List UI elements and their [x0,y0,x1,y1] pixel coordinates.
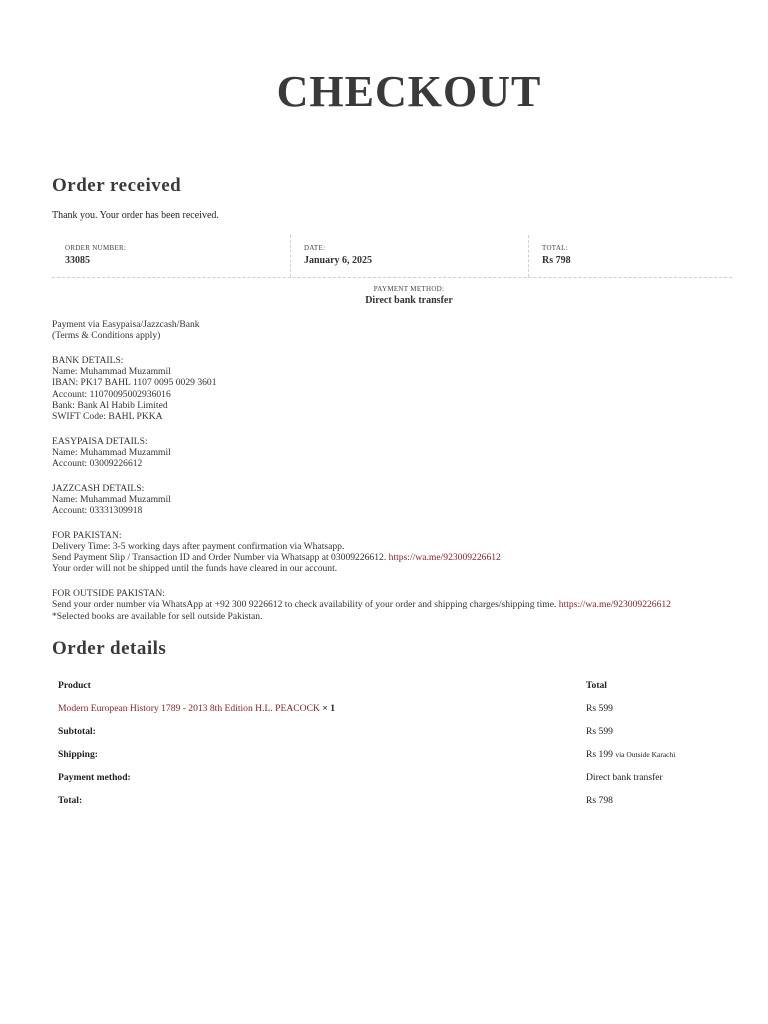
pakistan-delivery: Delivery Time: 3-5 working days after payment confirmation via Whatsapp. [52,541,345,553]
payment-method-row-value: Direct bank transfer [586,772,663,783]
page-title: CHECKOUT [276,67,542,116]
outside-send-line [52,599,752,610]
order-overview [52,235,732,278]
col-total-header: Total [586,680,607,691]
intro-line: Payment via Easypaisa/Jazzcash/Bank [52,319,200,330]
easypaisa-heading: EASYPAISA DETAILS: [52,435,148,447]
table-row [52,766,732,789]
shipping-cell [580,743,732,766]
payment-instructions [52,319,752,635]
jazzcash-heading: JAZZCASH DETAILS: [52,482,145,494]
product-cell [52,697,580,720]
order-received-heading: Order received [52,175,182,196]
order-details-table [52,674,732,812]
order-total-value: Rs 798 [542,255,571,266]
order-number-label: ORDER NUMBER: [65,244,127,252]
bank-bank: Bank: Bank Al Habib Limited [52,399,168,411]
outside-send-text: Send your order number via WhatsApp at +92 300 9226612 to check availability of your order and shipping charges/shipping time. [52,599,557,611]
order-number-block [52,235,290,277]
jazzcash-account: Account: 03331309918 [52,505,143,517]
shipping-label: Shipping: [58,749,99,760]
easypaisa-name: Name: Muhammad Muzammil [52,446,171,458]
bank-name: Name: Muhammad Muzammil [52,366,171,378]
pakistan-heading: FOR PAKISTAN: [52,529,122,541]
order-date-value: January 6, 2025 [304,255,373,266]
pakistan-whatsapp-link[interactable]: https://wa.me/923009226612 [388,552,501,564]
payment-method-row-label: Payment method: [58,772,131,783]
pakistan-note: Your order will not be shipped until the funds have cleared in our account. [52,563,338,575]
subtotal-value: Rs 599 [586,726,613,737]
jazzcash-details [52,483,752,517]
product-quantity: × 1 [322,703,336,714]
shipping-value: Rs 199 [586,749,613,760]
payment-method-block [52,285,766,306]
payment-method-value: Direct bank transfer [365,295,453,306]
easypaisa-account: Account: 03009226612 [52,458,143,470]
order-total-block [528,235,732,277]
table-row [52,743,732,766]
bank-heading: BANK DETAILS: [52,354,124,366]
bank-iban: IBAN: PK17 BAHL 1107 0095 0029 3601 [52,377,217,389]
payment-method-label: PAYMENT METHOD: [373,285,445,293]
outside-note: *Selected books are available for sell outside Pakistan. [52,610,263,622]
easypaisa-details [52,436,752,470]
jazzcash-name: Name: Muhammad Muzammil [52,493,171,505]
pakistan-send-line [52,552,752,563]
subtotal-label: Subtotal: [58,726,96,737]
bank-details [52,355,752,422]
grand-total-value: Rs 798 [586,795,613,806]
col-product-header: Product [58,680,91,691]
order-date-block [290,235,528,277]
order-date-label: DATE: [304,244,326,252]
order-number-value: 33085 [65,255,90,266]
order-total-label: TOTAL: [542,244,568,252]
product-link[interactable]: Modern European History 1789 - 2013 8th Edition H.L. PEACOCK [58,703,320,714]
table-row [52,789,732,812]
table-header-row [52,674,732,697]
table-row [52,720,732,743]
order-details-heading: Order details [52,638,167,659]
pakistan-send-text: Send Payment Slip / Transaction ID and Order Number via Whatsapp at 03009226612. [52,552,387,564]
shipping-method: via Outside Karachi [615,750,676,759]
pakistan-details [52,530,752,575]
grand-total-label: Total: [58,795,83,806]
terms-line: (Terms & Conditions apply) [52,330,161,342]
product-total: Rs 599 [586,703,613,714]
bank-account: Account: 11070095002936016 [52,388,171,400]
table-row [52,697,732,720]
thank-you-message: Thank you. Your order has been received. [52,210,219,221]
payment-intro [52,319,752,341]
outside-details [52,588,752,622]
outside-whatsapp-link[interactable]: https://wa.me/923009226612 [558,599,671,611]
outside-heading: FOR OUTSIDE PAKISTAN: [52,588,165,600]
bank-swift: SWIFT Code: BAHL PKKA [52,410,163,422]
